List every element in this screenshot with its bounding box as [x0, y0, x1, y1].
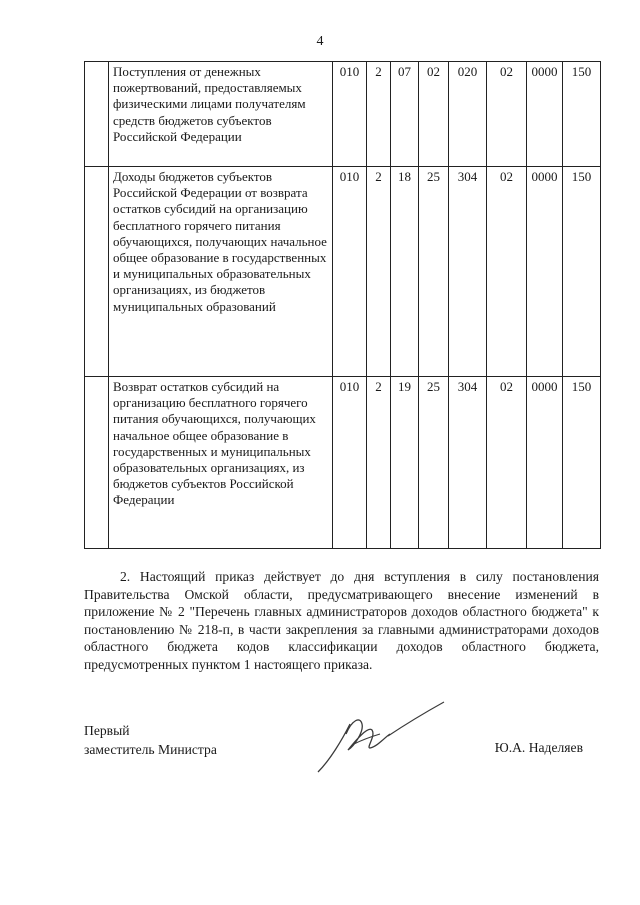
revenue-codes-table	[84, 61, 601, 549]
code-cell: 150	[563, 377, 601, 549]
row-description: Поступления от денежных пожертвований, предоставляемых физическими лицами получателям средств бюджетов субъектов Российской Федерации	[109, 62, 333, 167]
code-cell: 010	[333, 377, 367, 549]
code-cell: 19	[391, 377, 419, 549]
handwritten-signature	[310, 690, 460, 785]
code-cell: 2	[367, 167, 391, 377]
empty-cell	[85, 62, 109, 167]
signatory-title-line1: Первый	[84, 723, 130, 738]
page-number: 4	[316, 34, 324, 49]
empty-cell	[85, 167, 109, 377]
code-cell: 150	[563, 62, 601, 167]
code-cell: 02	[419, 62, 449, 167]
table-row	[85, 377, 601, 549]
empty-cell	[85, 377, 109, 549]
code-cell: 02	[487, 62, 527, 167]
table-row	[85, 167, 601, 377]
code-cell: 18	[391, 167, 419, 377]
code-cell: 010	[333, 167, 367, 377]
code-cell: 25	[419, 377, 449, 549]
code-cell: 2	[367, 62, 391, 167]
code-cell: 0000	[527, 62, 563, 167]
row-description: Возврат остатков субсидий на организацию бесплатного горячего питания обучающихся, получающих начальное общее образование в государственных и муниципальных образовательных организациях, из бюджетов субъектов Российской Федерации	[109, 377, 333, 549]
code-cell: 25	[419, 167, 449, 377]
code-cell: 0000	[527, 167, 563, 377]
code-cell: 020	[449, 62, 487, 167]
order-clause-2: 2. Настоящий приказ действует до дня вступления в силу постановления Правительства Омской области, предусматривающего внесение изменений в приложение № 2 "Перечень главных администраторов доходов областного бюджета" к постановлению № 218-п, в части закрепления за главными администраторами доходов областного бюджета кодов классификации доходов областного бюджета, предусмотренных пунктом 1 настоящего приказа.	[84, 569, 599, 672]
code-cell: 02	[487, 167, 527, 377]
code-cell: 0000	[527, 377, 563, 549]
code-cell: 07	[391, 62, 419, 167]
row-description: Доходы бюджетов субъектов Российской Федерации от возврата остатков субсидий на организацию бесплатного горячего питания обучающихся, получающих начальное общее образование в государственных и муниципальных образовательных организациях, из бюджетов муниципальных образований	[109, 167, 333, 377]
signatory-name: Ю.А. Наделяев	[494, 740, 583, 755]
signatory-title-line2: заместитель Министра	[84, 741, 217, 757]
table-row	[85, 62, 601, 167]
code-cell: 010	[333, 62, 367, 167]
code-cell: 304	[449, 377, 487, 549]
code-cell: 304	[449, 167, 487, 377]
code-cell: 2	[367, 377, 391, 549]
signatory-title	[84, 722, 217, 759]
code-cell: 150	[563, 167, 601, 377]
code-cell: 02	[487, 377, 527, 549]
